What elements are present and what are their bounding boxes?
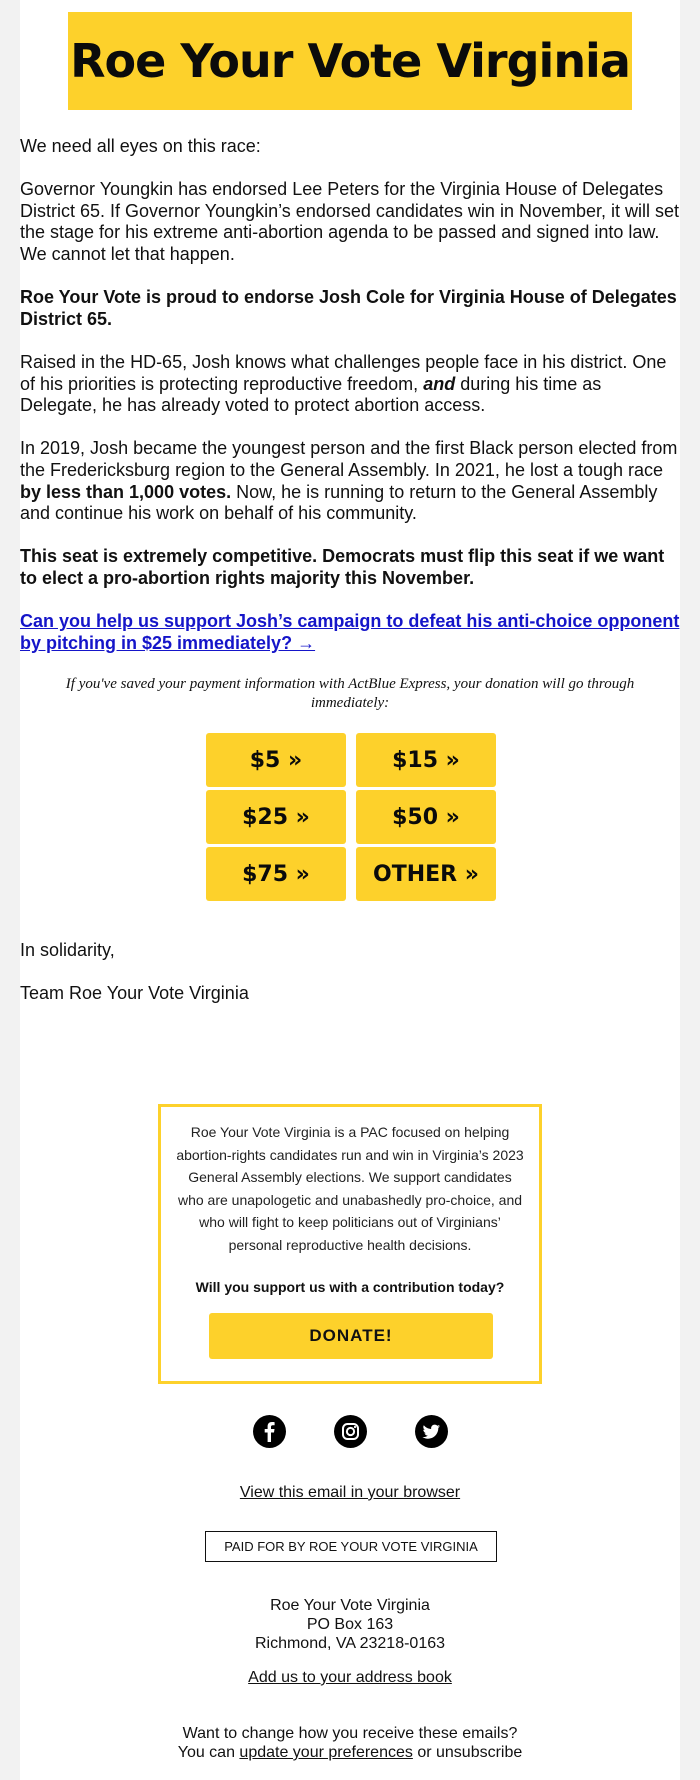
closing-text: In solidarity, — [20, 940, 115, 960]
about-pac-box — [158, 1104, 542, 1384]
footer-po-box: PO Box 163 — [306, 1616, 394, 1633]
contribution-ask: Will you support us with a contribution today? — [195, 1278, 505, 1295]
donation-amount-grid — [206, 733, 496, 901]
history-text-2: Now, he is running to return to the General Assembly and continue his work on behalf of his community. — [20, 481, 658, 524]
donate-15-button[interactable]: $15 » — [356, 733, 496, 787]
preferences-line — [20, 1743, 680, 1762]
header-title: Roe Your Vote Virginia — [70, 34, 630, 88]
social-links — [20, 1415, 680, 1448]
competitive-text: This seat is extremely competitive. Democrats must flip this seat if we want to elect a pro-abortion rights majority this November. — [20, 546, 665, 588]
header-banner — [68, 12, 632, 110]
donate-75-button[interactable]: $75 » — [206, 847, 346, 901]
team-signature: Team Roe Your Vote Virginia — [20, 983, 249, 1004]
intro-text: We need all eyes on this race: — [20, 136, 261, 156]
unsubscribe-text[interactable]: or unsubscribe — [412, 1744, 523, 1761]
priorities-text-1: Raised in the HD-65, Josh knows what challenges people face in his district. One of his priorities is protecting reproductive freedom, — [20, 351, 667, 394]
paid-for-disclaimer: PAID FOR BY ROE YOUR VOTE VIRGINIA — [205, 1531, 497, 1562]
instagram-icon[interactable] — [334, 1415, 367, 1448]
footer-org-name: Roe Your Vote Virginia — [270, 1597, 430, 1614]
view-in-browser-link[interactable]: View this email in your browser — [239, 1484, 461, 1501]
email-body — [20, 0, 680, 1780]
email-message — [20, 136, 680, 676]
history-emphasis: by less than 1,000 votes. — [20, 481, 232, 502]
paragraph-priorities — [20, 352, 680, 417]
facebook-icon[interactable] — [253, 1415, 286, 1448]
endorsement-text: Roe Your Vote is proud to endorse Josh Cole for Virginia House of Delegates District 65. — [20, 287, 677, 329]
update-preferences-link[interactable]: update your preferences — [239, 1744, 413, 1761]
signoff — [20, 940, 249, 1026]
priorities-emphasis: and — [423, 373, 456, 394]
history-text-1: In 2019, Josh became the youngest person and the first Black person elected from the Fredericksburg region to the General Assembly. In 2021, he lost a tough race — [20, 438, 678, 480]
donate-other-button[interactable]: OTHER » — [356, 847, 496, 901]
you-can-text: You can — [177, 1744, 240, 1761]
donate-50-button[interactable]: $50 » — [356, 790, 496, 844]
footer-city: Richmond, VA 23218-0163 — [254, 1635, 446, 1652]
twitter-icon[interactable] — [415, 1415, 448, 1448]
donate-5-button[interactable]: $5 » — [206, 733, 346, 787]
paragraph-youngkin: Governor Youngkin has endorsed Lee Peters for the Virginia House of Delegates District 65. If Governor Youngkin’s endorsed candidates win in November, it will set the stage for his extreme anti-abortion agenda to be passed and signed into law. We cannot let that happen. — [20, 179, 680, 264]
priorities-text-2: during his time as Delegate, he has already voted to protect abortion access. — [20, 373, 602, 416]
donate-25-button[interactable]: $25 » — [206, 790, 346, 844]
donate-cta-link[interactable]: Can you help us support Josh’s campaign to defeat his anti-choice opponent by pitching in $25 immediately? → — [20, 611, 680, 653]
about-pac-text: Roe Your Vote Virginia is a PAC focused on helping abortion-rights candidates run and win in Virginia’s 2023 General Assembly elections. We support candidates who are unapologetic and unabashedly pro-choice, and who will fight to keep politicians out of Virginians’ personal reproductive health decisions. — [176, 1124, 524, 1253]
actblue-express-note: If you've saved your payment information with ActBlue Express, your donation will go through immediately: — [65, 676, 635, 711]
donate-button[interactable]: DONATE! — [209, 1313, 493, 1359]
preferences-question: Want to change how you receive these emails? — [182, 1725, 518, 1742]
paragraph-history — [20, 438, 680, 524]
add-to-address-book-link[interactable]: Add us to your address book — [248, 1669, 452, 1686]
